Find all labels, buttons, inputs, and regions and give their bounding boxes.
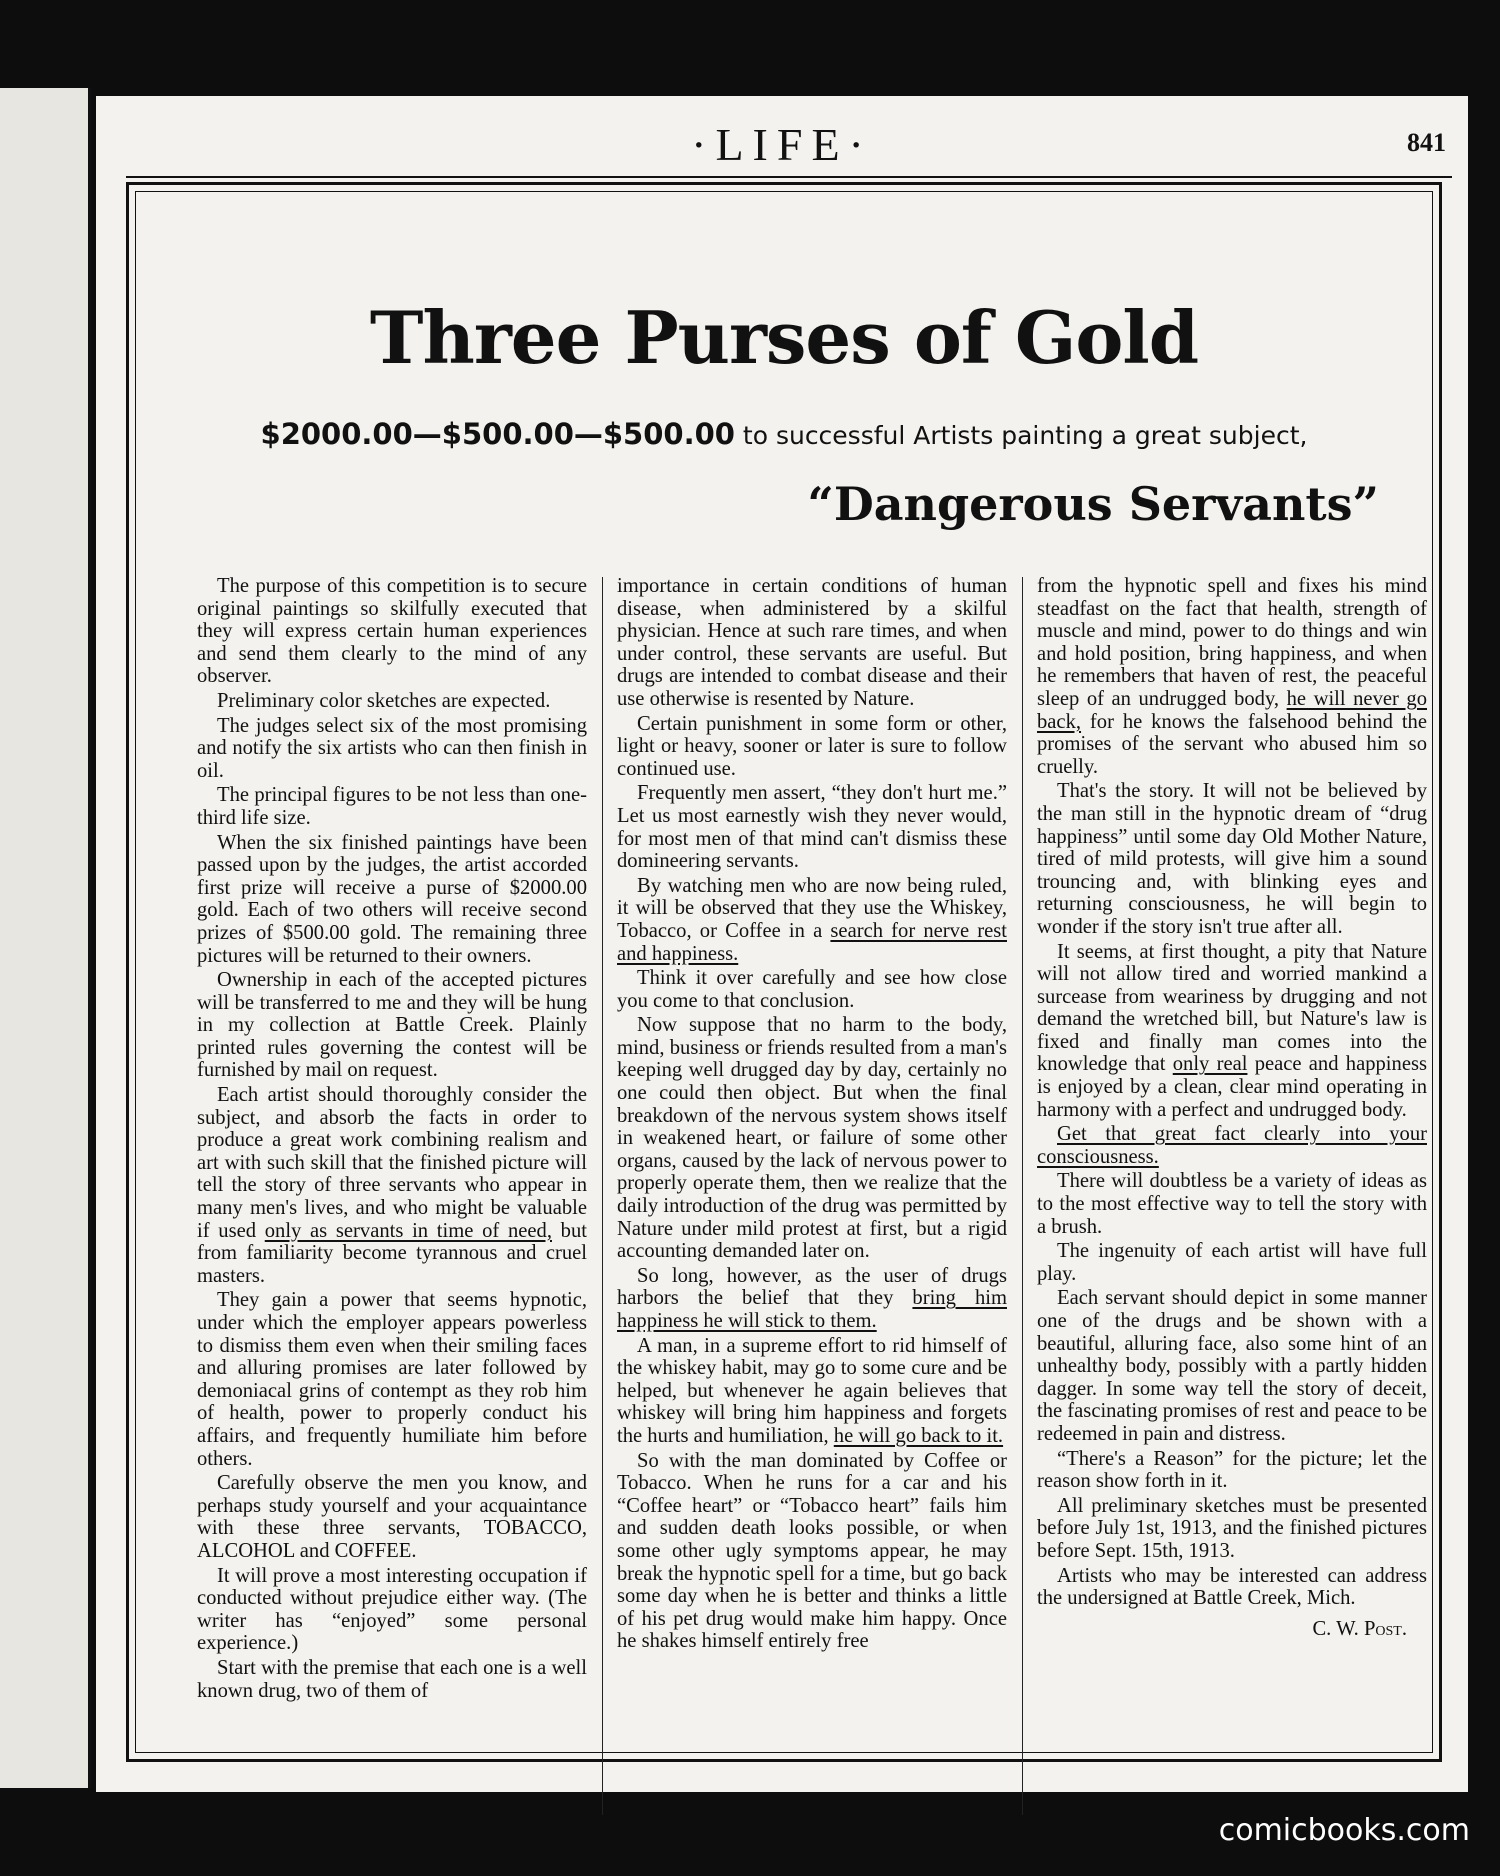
paragraph: Now suppose that no harm to the body, mind, business or friends resulted from a man's keeping well drugged day by day, certainly no one could then object. But when the final breakdown of the nervous system shows itself in weakened heart, or failure of some other organs, caused by the lack of nervous power to properly operate them, then we realize that the daily introduction of the drug was permitted by Nature under mild protest at first, but a rigid accounting demanded later on. [617, 1014, 1007, 1263]
column-divider [602, 577, 603, 1815]
text-run: By watching men who are now being ruled, it will be observed that they use the Whiskey, Tobacco, or Coffee in a [617, 874, 1007, 942]
text-columns [197, 575, 1433, 1835]
paragraph: The ingenuity of each artist will have full play. [1037, 1240, 1427, 1285]
paragraph: “There's a Reason” for the picture; let the reason show forth in it. [1037, 1447, 1427, 1493]
underlined-text: he will go back to it. [833, 1424, 1004, 1447]
underlined-text: bring him happiness he will stick to them. [617, 1287, 1007, 1332]
paragraph: Carefully observe the men you know, and perhaps study yourself and your acquaintance with these three servants, TOBACCO, ALCOHOL and COFFEE. [197, 1472, 587, 1562]
paragraph: When the six finished paintings have been passed upon by the judges, the artist accorded first prize will receive a purse of $2000.00 gold. Each of two others will receive second prizes of $500.00 gold. The remaining three pictures will be returned to their owners. [197, 831, 587, 967]
column-1 [197, 575, 587, 1835]
column-2 [617, 575, 1007, 1835]
prize-amounts: $2000.00—$500.00—$500.00 [260, 417, 735, 451]
magazine-page [96, 96, 1468, 1792]
paragraph: It will prove a most interesting occupation if conducted without prejudice either way. (The writer has “enjoyed” some personal experience.) [197, 1564, 587, 1655]
paragraph [1037, 941, 1427, 1122]
paragraph: That's the story. It will not be believed by the man still in the hypnotic dream of “drug happiness” until some day Old Mother Nature, tired of mild protests, will give him a sound trouncing and, with blinking eyes and returning consciousness, he will begin to wonder if the story isn't true after all. [1037, 780, 1427, 938]
paragraph: Get that great fact clearly into your consciousness. [1037, 1123, 1427, 1168]
subtitle-text: to successful Artists painting a great subject, [734, 421, 1308, 450]
paragraph: There will doubtless be a variety of ideas as to the most effective way to tell the story with a brush. [1037, 1170, 1427, 1238]
paragraph: importance in certain conditions of human disease, when administered by a skilful physician. Hence at such rare times, and when under control, these servants are useful. But drugs are intended to combat disease and their use otherwise is resented by Nature. [617, 575, 1007, 710]
facing-page-edge [0, 88, 91, 1788]
header-rule [126, 176, 1452, 178]
column-3 [1037, 575, 1427, 1835]
signature: C. W. Post. [1312, 1617, 1407, 1640]
paragraph: Start with the premise that each one is a well known drug, two of them of [197, 1656, 587, 1702]
paragraph: The principal figures to be not less than one-third life size. [197, 784, 587, 829]
column-divider [1022, 577, 1023, 1815]
paragraph: Ownership in each of the accepted pictures will be transferred to me and they will be hung in my collection at Battle Creek. Plainly printed rules governing the contest will be furnished by mail on request. [197, 969, 587, 1082]
ad-title: Three Purses of Gold [369, 295, 1199, 380]
page-number: 841 [1407, 128, 1446, 157]
paragraph: Frequently men assert, “they don't hurt me.” Let us most earnestly wish they never would, for most men of that mind can't dismiss these domineering servants. [617, 782, 1007, 873]
text-run: but from familiarity become tyrannous and cruel masters. [197, 1219, 587, 1287]
text-run: peace and happiness is enjoyed by a clean, clear mind operating in harmony with a perfect and undrugged body. [1037, 1053, 1427, 1121]
paragraph: Each servant should depict in some manner one of the drugs and be shown with a beautiful, alluring face, also some hint of an unhealthy body, possibly with a partly hidden dagger. In some way tell the story of deceit, the fascinating promises of rest and peace to be redeemed in pain and distress. [1037, 1287, 1427, 1445]
paragraph: The judges select six of the most promising and notify the six artists who can then finish in oil. [197, 714, 587, 782]
paragraph [617, 1265, 1007, 1333]
paragraph [617, 875, 1007, 965]
ad-subject: “Dangerous Servants” [807, 477, 1379, 531]
underlined-text: only as servants in time of need, [264, 1219, 552, 1242]
text-run: It seems, at first thought, a pity that Nature will not allow tired and worried mankind a surcease from weariness by drugging and not demand the wretched bill, but Nature's law is fixed and finally man comes into the knowledge that [1037, 940, 1427, 1076]
text-run: from the hypnotic spell and fixes his mind steadfast on the fact that health, strength of muscle and mind, power to do things and win and hold position, bring happiness, and when he remembers that haven of rest, the peaceful sleep of an undrugged body, [1037, 575, 1427, 710]
text-run: Each artist should thoroughly consider the subject, and absorb the facts in order to produce a great work combining realism and art with such skill that the finished picture will tell the story of three servants who appear in many men's lives, and who might be valuable if used [197, 1084, 587, 1242]
paragraph: Preliminary color sketches are expected. [217, 689, 551, 712]
paragraph: Certain punishment in some form or other, light or heavy, sooner or later is sure to follow continued use. [617, 712, 1007, 780]
paragraph [197, 1084, 587, 1287]
paragraph: The purpose of this competition is to secure original paintings so skilfully executed that they will express certain human experiences and send them clearly to the mind of any observer. [197, 575, 587, 688]
underlined-text: only real [1172, 1053, 1248, 1076]
paragraph: All preliminary sketches must be presented before July 1st, 1913, and the finished pictures before Sept. 15th, 1913. [1037, 1494, 1427, 1562]
underlined-text: search for nerve rest and happiness. [617, 919, 1007, 965]
text-run: for he knows the falsehood behind the promises of the servant who abused him so cruelly. [1037, 710, 1427, 778]
underlined-text: he will never go back, [1037, 687, 1427, 733]
paragraph: So with the man dominated by Coffee or Tobacco. When he runs for a car and his “Coffee heart” or “Tobacco heart” fails him and sudden death looks possible, or when some other ugly symptoms appear, he may break the hypnotic spell for a time, but go back some day when he is better and thinks a little of his pet drug would make him happy. Once he shakes himself entirely free [617, 1449, 1007, 1653]
paragraph [617, 1335, 1007, 1448]
masthead: ·LIFE· [691, 119, 873, 170]
paragraph: They gain a power that seems hypnotic, under which the employer appears powerless to dismiss them even when their smiling faces and alluring promises are later followed by demoniacal grins of contempt as they rob him of health, power to properly conduct his affairs, and frequently humiliate him before others. [197, 1289, 587, 1470]
ad-subtitle [129, 417, 1439, 451]
paragraph: Think it over carefully and see how close you come to that conclusion. [617, 967, 1007, 1012]
ad-border [126, 182, 1442, 1762]
text-run: A man, in a supreme effort to rid himself of the whiskey habit, may go to some cure and be helped, but whenever he again believes that whiskey will bring him happiness and forgets the hurts and humiliation, [617, 1334, 1007, 1447]
paragraph: Artists who may be interested can address the undersigned at Battle Creek, Mich. [1037, 1564, 1427, 1610]
paragraph [1037, 575, 1427, 778]
text-run: So long, however, as the user of drugs harbors the belief that they [617, 1264, 1007, 1310]
watermark: comicbooks.com [1218, 1813, 1470, 1848]
